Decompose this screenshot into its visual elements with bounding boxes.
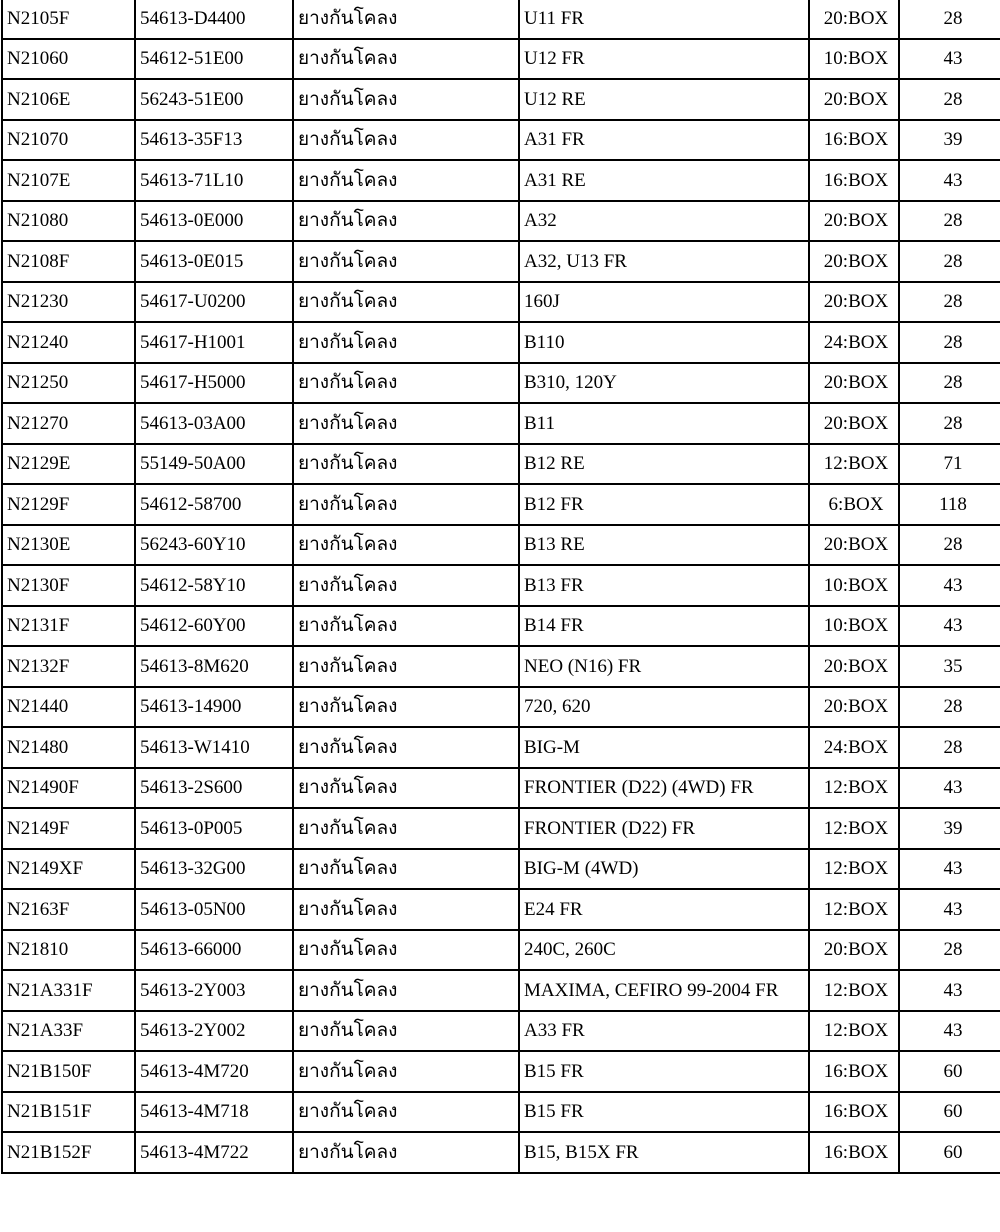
table-row	[2, 0, 1000, 39]
part-code-cell: N2108F	[2, 241, 135, 282]
price-cell: 39	[899, 808, 1000, 849]
description-cell: ยางกันโคลง	[293, 282, 519, 323]
description-cell: ยางกันโคลง	[293, 889, 519, 930]
pack-quantity-cell: 6:BOX	[809, 484, 899, 525]
pack-quantity-cell: 20:BOX	[809, 282, 899, 323]
part-code-cell: N21230	[2, 282, 135, 323]
price-cell: 60	[899, 1132, 1000, 1173]
oem-number-cell: 54617-H1001	[135, 322, 293, 363]
table-row	[2, 646, 1000, 687]
table-row	[2, 768, 1000, 809]
pack-quantity-cell: 20:BOX	[809, 930, 899, 971]
pack-quantity-cell: 24:BOX	[809, 322, 899, 363]
description-cell: ยางกันโคลง	[293, 39, 519, 80]
pack-quantity-cell: 12:BOX	[809, 808, 899, 849]
table-row	[2, 282, 1000, 323]
price-cell: 28	[899, 79, 1000, 120]
part-code-cell: N2163F	[2, 889, 135, 930]
table-row	[2, 403, 1000, 444]
vehicle-model-cell: 720, 620	[519, 687, 809, 728]
pack-quantity-cell: 12:BOX	[809, 970, 899, 1011]
description-cell: ยางกันโคลง	[293, 403, 519, 444]
description-cell: ยางกันโคลง	[293, 1092, 519, 1133]
oem-number-cell: 54613-35F13	[135, 120, 293, 161]
vehicle-model-cell: BIG-M (4WD)	[519, 849, 809, 890]
table-row	[2, 1051, 1000, 1092]
price-cell: 28	[899, 930, 1000, 971]
price-cell: 71	[899, 444, 1000, 485]
description-cell: ยางกันโคลง	[293, 363, 519, 404]
vehicle-model-cell: A32	[519, 201, 809, 242]
vehicle-model-cell: A33 FR	[519, 1011, 809, 1052]
oem-number-cell: 56243-60Y10	[135, 525, 293, 566]
part-code-cell: N2130F	[2, 565, 135, 606]
part-code-cell: N21060	[2, 39, 135, 80]
table-row	[2, 970, 1000, 1011]
vehicle-model-cell: FRONTIER (D22) FR	[519, 808, 809, 849]
pack-quantity-cell: 20:BOX	[809, 241, 899, 282]
part-code-cell: N21B150F	[2, 1051, 135, 1092]
part-code-cell: N2149XF	[2, 849, 135, 890]
price-cell: 28	[899, 403, 1000, 444]
part-code-cell: N21810	[2, 930, 135, 971]
price-cell: 43	[899, 606, 1000, 647]
description-cell: ยางกันโคลง	[293, 768, 519, 809]
oem-number-cell: 54613-8M620	[135, 646, 293, 687]
pack-quantity-cell: 20:BOX	[809, 525, 899, 566]
vehicle-model-cell: NEO (N16) FR	[519, 646, 809, 687]
price-cell: 39	[899, 120, 1000, 161]
part-code-cell: N2105F	[2, 0, 135, 39]
pack-quantity-cell: 16:BOX	[809, 1132, 899, 1173]
vehicle-model-cell: 240C, 260C	[519, 930, 809, 971]
oem-number-cell: 54617-H5000	[135, 363, 293, 404]
oem-number-cell: 54613-05N00	[135, 889, 293, 930]
oem-number-cell: 54617-U0200	[135, 282, 293, 323]
description-cell: ยางกันโคลง	[293, 120, 519, 161]
oem-number-cell: 54613-71L10	[135, 160, 293, 201]
description-cell: ยางกันโคลง	[293, 808, 519, 849]
price-cell: 28	[899, 687, 1000, 728]
description-cell: ยางกันโคลง	[293, 322, 519, 363]
description-cell: ยางกันโคลง	[293, 606, 519, 647]
description-cell: ยางกันโคลง	[293, 201, 519, 242]
pack-quantity-cell: 10:BOX	[809, 606, 899, 647]
pack-quantity-cell: 20:BOX	[809, 0, 899, 39]
oem-number-cell: 54612-58Y10	[135, 565, 293, 606]
part-code-cell: N21440	[2, 687, 135, 728]
parts-table	[1, 0, 1000, 1174]
description-cell: ยางกันโคลง	[293, 525, 519, 566]
description-cell: ยางกันโคลง	[293, 565, 519, 606]
table-row	[2, 79, 1000, 120]
price-cell: 28	[899, 241, 1000, 282]
pack-quantity-cell: 20:BOX	[809, 201, 899, 242]
description-cell: ยางกันโคลง	[293, 646, 519, 687]
table-row	[2, 889, 1000, 930]
table-row	[2, 484, 1000, 525]
description-cell: ยางกันโคลง	[293, 727, 519, 768]
vehicle-model-cell: U12 RE	[519, 79, 809, 120]
price-cell: 43	[899, 1011, 1000, 1052]
part-code-cell: N2129E	[2, 444, 135, 485]
price-cell: 43	[899, 889, 1000, 930]
price-cell: 43	[899, 39, 1000, 80]
oem-number-cell: 54613-14900	[135, 687, 293, 728]
table-row	[2, 120, 1000, 161]
pack-quantity-cell: 20:BOX	[809, 646, 899, 687]
pack-quantity-cell: 16:BOX	[809, 1092, 899, 1133]
description-cell: ยางกันโคลง	[293, 930, 519, 971]
part-code-cell: N2106E	[2, 79, 135, 120]
pack-quantity-cell: 16:BOX	[809, 120, 899, 161]
part-code-cell: N21B152F	[2, 1132, 135, 1173]
price-cell: 43	[899, 565, 1000, 606]
parts-table-body	[2, 0, 1000, 1173]
description-cell: ยางกันโคลง	[293, 970, 519, 1011]
oem-number-cell: 54613-4M720	[135, 1051, 293, 1092]
vehicle-model-cell: A32, U13 FR	[519, 241, 809, 282]
table-row	[2, 808, 1000, 849]
oem-number-cell: 54613-2Y002	[135, 1011, 293, 1052]
table-row	[2, 322, 1000, 363]
oem-number-cell: 54612-58700	[135, 484, 293, 525]
table-row	[2, 1011, 1000, 1052]
price-cell: 28	[899, 525, 1000, 566]
part-code-cell: N21270	[2, 403, 135, 444]
pack-quantity-cell: 24:BOX	[809, 727, 899, 768]
description-cell: ยางกันโคลง	[293, 1132, 519, 1173]
table-row	[2, 849, 1000, 890]
price-cell: 60	[899, 1092, 1000, 1133]
table-row	[2, 201, 1000, 242]
price-cell: 28	[899, 363, 1000, 404]
pack-quantity-cell: 20:BOX	[809, 687, 899, 728]
vehicle-model-cell: B13 FR	[519, 565, 809, 606]
description-cell: ยางกันโคลง	[293, 79, 519, 120]
table-row	[2, 1132, 1000, 1173]
part-code-cell: N21070	[2, 120, 135, 161]
part-code-cell: N21B151F	[2, 1092, 135, 1133]
table-row	[2, 727, 1000, 768]
vehicle-model-cell: B110	[519, 322, 809, 363]
part-code-cell: N2149F	[2, 808, 135, 849]
oem-number-cell: 54613-W1410	[135, 727, 293, 768]
price-cell: 28	[899, 201, 1000, 242]
part-code-cell: N2132F	[2, 646, 135, 687]
table-row	[2, 1092, 1000, 1133]
vehicle-model-cell: B15 FR	[519, 1051, 809, 1092]
vehicle-model-cell: B13 RE	[519, 525, 809, 566]
table-row	[2, 606, 1000, 647]
price-cell: 60	[899, 1051, 1000, 1092]
oem-number-cell: 54613-D4400	[135, 0, 293, 39]
pack-quantity-cell: 20:BOX	[809, 403, 899, 444]
price-cell: 43	[899, 970, 1000, 1011]
part-code-cell: N21250	[2, 363, 135, 404]
part-code-cell: N21480	[2, 727, 135, 768]
table-row	[2, 160, 1000, 201]
description-cell: ยางกันโคลง	[293, 241, 519, 282]
price-cell: 28	[899, 0, 1000, 39]
pack-quantity-cell: 12:BOX	[809, 444, 899, 485]
vehicle-model-cell: B14 FR	[519, 606, 809, 647]
pack-quantity-cell: 12:BOX	[809, 849, 899, 890]
vehicle-model-cell: A31 RE	[519, 160, 809, 201]
pack-quantity-cell: 12:BOX	[809, 1011, 899, 1052]
vehicle-model-cell: E24 FR	[519, 889, 809, 930]
price-cell: 28	[899, 282, 1000, 323]
price-cell: 43	[899, 768, 1000, 809]
price-cell: 28	[899, 727, 1000, 768]
table-row	[2, 565, 1000, 606]
description-cell: ยางกันโคลง	[293, 1011, 519, 1052]
vehicle-model-cell: B310, 120Y	[519, 363, 809, 404]
oem-number-cell: 54612-51E00	[135, 39, 293, 80]
part-code-cell: N2130E	[2, 525, 135, 566]
part-code-cell: N2131F	[2, 606, 135, 647]
description-cell: ยางกันโคลง	[293, 0, 519, 39]
table-row	[2, 930, 1000, 971]
vehicle-model-cell: B11	[519, 403, 809, 444]
pack-quantity-cell: 12:BOX	[809, 889, 899, 930]
oem-number-cell: 54613-2Y003	[135, 970, 293, 1011]
pack-quantity-cell: 16:BOX	[809, 160, 899, 201]
price-cell: 118	[899, 484, 1000, 525]
table-row	[2, 444, 1000, 485]
price-cell: 35	[899, 646, 1000, 687]
oem-number-cell: 54613-2S600	[135, 768, 293, 809]
oem-number-cell: 54613-32G00	[135, 849, 293, 890]
description-cell: ยางกันโคลง	[293, 160, 519, 201]
description-cell: ยางกันโคลง	[293, 849, 519, 890]
price-cell: 28	[899, 322, 1000, 363]
table-row	[2, 39, 1000, 80]
oem-number-cell: 54613-0P005	[135, 808, 293, 849]
pack-quantity-cell: 20:BOX	[809, 363, 899, 404]
part-code-cell: N21490F	[2, 768, 135, 809]
part-code-cell: N21A33F	[2, 1011, 135, 1052]
pack-quantity-cell: 20:BOX	[809, 79, 899, 120]
vehicle-model-cell: B15, B15X FR	[519, 1132, 809, 1173]
pack-quantity-cell: 10:BOX	[809, 565, 899, 606]
oem-number-cell: 54613-03A00	[135, 403, 293, 444]
pack-quantity-cell: 12:BOX	[809, 768, 899, 809]
pack-quantity-cell: 16:BOX	[809, 1051, 899, 1092]
vehicle-model-cell: MAXIMA, CEFIRO 99-2004 FR	[519, 970, 809, 1011]
pack-quantity-cell: 10:BOX	[809, 39, 899, 80]
table-row	[2, 363, 1000, 404]
oem-number-cell: 54612-60Y00	[135, 606, 293, 647]
vehicle-model-cell: U11 FR	[519, 0, 809, 39]
oem-number-cell: 55149-50A00	[135, 444, 293, 485]
oem-number-cell: 54613-0E000	[135, 201, 293, 242]
vehicle-model-cell: FRONTIER (D22) (4WD) FR	[519, 768, 809, 809]
oem-number-cell: 54613-66000	[135, 930, 293, 971]
vehicle-model-cell: 160J	[519, 282, 809, 323]
description-cell: ยางกันโคลง	[293, 687, 519, 728]
oem-number-cell: 56243-51E00	[135, 79, 293, 120]
part-code-cell: N21080	[2, 201, 135, 242]
price-cell: 43	[899, 160, 1000, 201]
table-row	[2, 687, 1000, 728]
part-code-cell: N2107E	[2, 160, 135, 201]
oem-number-cell: 54613-0E015	[135, 241, 293, 282]
table-row	[2, 241, 1000, 282]
oem-number-cell: 54613-4M718	[135, 1092, 293, 1133]
part-code-cell: N21240	[2, 322, 135, 363]
part-code-cell: N2129F	[2, 484, 135, 525]
description-cell: ยางกันโคลง	[293, 1051, 519, 1092]
vehicle-model-cell: A31 FR	[519, 120, 809, 161]
vehicle-model-cell: B12 FR	[519, 484, 809, 525]
description-cell: ยางกันโคลง	[293, 484, 519, 525]
table-row	[2, 525, 1000, 566]
vehicle-model-cell: BIG-M	[519, 727, 809, 768]
description-cell: ยางกันโคลง	[293, 444, 519, 485]
vehicle-model-cell: B12 RE	[519, 444, 809, 485]
price-cell: 43	[899, 849, 1000, 890]
vehicle-model-cell: U12 FR	[519, 39, 809, 80]
vehicle-model-cell: B15 FR	[519, 1092, 809, 1133]
oem-number-cell: 54613-4M722	[135, 1132, 293, 1173]
part-code-cell: N21A331F	[2, 970, 135, 1011]
